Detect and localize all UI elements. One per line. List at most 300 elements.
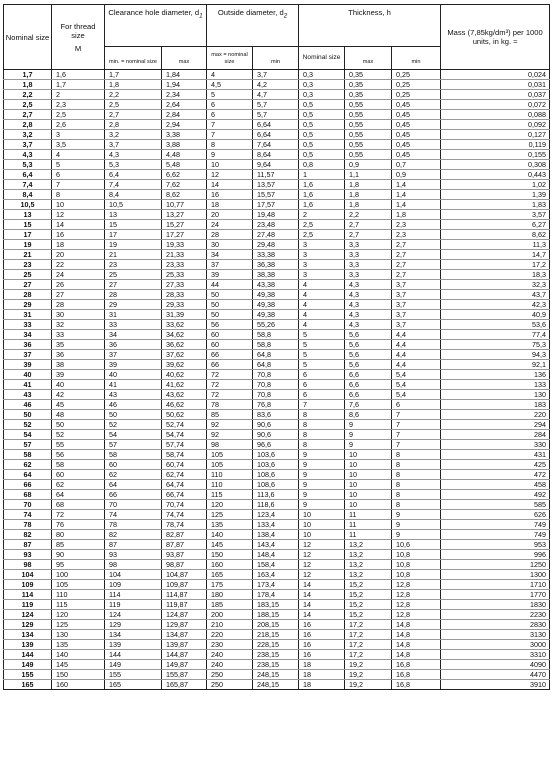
- cell-clearance-max: 28,33: [162, 290, 207, 300]
- cell-thickness-max: 15,2: [345, 590, 392, 600]
- cell-thickness-max: 9: [345, 430, 392, 440]
- header-thickness-nominal: [299, 47, 345, 70]
- cell-thickness-min: 4,4: [392, 340, 441, 350]
- cell-mass: 0,127: [441, 130, 550, 140]
- cell-clearance-max: 104,87: [162, 570, 207, 580]
- cell-clearance-min: 21: [105, 250, 162, 260]
- cell-clearance-min: 43: [105, 390, 162, 400]
- cell-clearance-min: 78: [105, 520, 162, 530]
- table-row: [4, 640, 550, 650]
- cell-mass: 0,443: [441, 170, 550, 180]
- cell-nominal-size: 119: [4, 600, 52, 610]
- header-clearance-hole: [105, 5, 207, 47]
- cell-clearance-max: 5,48: [162, 160, 207, 170]
- cell-thread-size: 115: [52, 600, 105, 610]
- cell-outside-min: 17,57: [253, 200, 299, 210]
- cell-thread-size: 6: [52, 170, 105, 180]
- cell-nominal-size: 13: [4, 210, 52, 220]
- cell-clearance-min: 54: [105, 430, 162, 440]
- cell-thickness-nominal: 16: [299, 620, 345, 630]
- cell-nominal-size: 2,7: [4, 110, 52, 120]
- cell-thickness-max: 5,6: [345, 330, 392, 340]
- cell-outside-min: 19,48: [253, 210, 299, 220]
- cell-nominal-size: 124: [4, 610, 52, 620]
- table-row: [4, 100, 550, 110]
- cell-clearance-max: 33,62: [162, 320, 207, 330]
- cell-outside-min: 123,4: [253, 510, 299, 520]
- cell-thickness-max: 17,2: [345, 630, 392, 640]
- cell-nominal-size: 129: [4, 620, 52, 630]
- cell-thread-size: 12: [52, 210, 105, 220]
- cell-outside-min: 108,6: [253, 480, 299, 490]
- cell-nominal-size: 31: [4, 310, 52, 320]
- cell-thread-size: 24: [52, 270, 105, 280]
- cell-clearance-max: 2,34: [162, 90, 207, 100]
- cell-clearance-min: 2,8: [105, 120, 162, 130]
- cell-nominal-size: 36: [4, 340, 52, 350]
- cell-clearance-max: 70,74: [162, 500, 207, 510]
- header-thickness: Thickness, h: [299, 5, 441, 47]
- cell-thickness-max: 8,6: [345, 410, 392, 420]
- cell-mass: 0,072: [441, 100, 550, 110]
- cell-clearance-min: 25: [105, 270, 162, 280]
- cell-mass: 92,1: [441, 360, 550, 370]
- cell-nominal-size: 2,8: [4, 120, 52, 130]
- cell-thickness-nominal: 3: [299, 240, 345, 250]
- cell-thickness-nominal: 8: [299, 430, 345, 440]
- cell-outside-min: 58,8: [253, 340, 299, 350]
- cell-thickness-min: 7: [392, 440, 441, 450]
- cell-clearance-max: 3,88: [162, 140, 207, 150]
- cell-nominal-size: 37: [4, 350, 52, 360]
- cell-nominal-size: 50: [4, 410, 52, 420]
- cell-clearance-min: 66: [105, 490, 162, 500]
- header-thread-size: [52, 5, 105, 70]
- cell-thread-size: 10: [52, 200, 105, 210]
- cell-mass: 43,7: [441, 290, 550, 300]
- cell-thickness-nominal: 0,5: [299, 100, 345, 110]
- cell-outside-min: 173,4: [253, 580, 299, 590]
- cell-mass: 136: [441, 370, 550, 380]
- cell-outside-min: 23,48: [253, 220, 299, 230]
- cell-mass: 0,119: [441, 140, 550, 150]
- cell-thread-size: 28: [52, 300, 105, 310]
- table-row: [4, 220, 550, 230]
- table-row: [4, 470, 550, 480]
- cell-nominal-size: 19: [4, 240, 52, 250]
- cell-thread-size: 4: [52, 150, 105, 160]
- cell-thickness-min: 5,4: [392, 380, 441, 390]
- cell-thread-size: 62: [52, 480, 105, 490]
- cell-thread-size: 150: [52, 670, 105, 680]
- cell-thickness-nominal: 2: [299, 210, 345, 220]
- cell-outside-max: 12: [207, 170, 253, 180]
- cell-outside-max: 66: [207, 360, 253, 370]
- cell-outside-min: 148,4: [253, 550, 299, 560]
- cell-thickness-max: 1,8: [345, 180, 392, 190]
- cell-thickness-nominal: 14: [299, 590, 345, 600]
- table-row: [4, 130, 550, 140]
- cell-mass: 40,9: [441, 310, 550, 320]
- table-row: [4, 350, 550, 360]
- cell-clearance-max: 43,62: [162, 390, 207, 400]
- cell-mass: 0,155: [441, 150, 550, 160]
- table-row: [4, 540, 550, 550]
- cell-thickness-min: 4,4: [392, 350, 441, 360]
- cell-outside-max: 24: [207, 220, 253, 230]
- cell-thickness-max: 10: [345, 490, 392, 500]
- cell-outside-min: 64,8: [253, 350, 299, 360]
- cell-clearance-min: 39: [105, 360, 162, 370]
- cell-clearance-min: 2,7: [105, 110, 162, 120]
- cell-thickness-max: 0,55: [345, 120, 392, 130]
- table-row: [4, 580, 550, 590]
- cell-outside-min: 118,6: [253, 500, 299, 510]
- table-row: [4, 170, 550, 180]
- cell-mass: 77,4: [441, 330, 550, 340]
- cell-clearance-min: 3,7: [105, 140, 162, 150]
- cell-mass: 472: [441, 470, 550, 480]
- cell-thread-size: 100: [52, 570, 105, 580]
- cell-nominal-size: 78: [4, 520, 52, 530]
- cell-thickness-min: 0,25: [392, 70, 441, 80]
- cell-outside-max: 18: [207, 200, 253, 210]
- cell-outside-min: 13,57: [253, 180, 299, 190]
- cell-thickness-nominal: 3: [299, 260, 345, 270]
- cell-thickness-nominal: 0,3: [299, 90, 345, 100]
- table-row: [4, 400, 550, 410]
- cell-outside-min: 178,4: [253, 590, 299, 600]
- header-outside-subscript: 2: [283, 12, 288, 20]
- cell-nominal-size: 5,3: [4, 160, 52, 170]
- cell-thickness-max: 4,3: [345, 280, 392, 290]
- cell-clearance-min: 58: [105, 450, 162, 460]
- cell-mass: 0,088: [441, 110, 550, 120]
- table-row: [4, 550, 550, 560]
- cell-outside-max: 72: [207, 370, 253, 380]
- cell-thickness-nominal: 8: [299, 440, 345, 450]
- cell-clearance-max: 2,64: [162, 100, 207, 110]
- cell-nominal-size: 66: [4, 480, 52, 490]
- cell-clearance-min: 33: [105, 320, 162, 330]
- cell-thickness-min: 10,8: [392, 560, 441, 570]
- table-row: [4, 390, 550, 400]
- cell-clearance-min: 134: [105, 630, 162, 640]
- cell-outside-max: 250: [207, 680, 253, 690]
- table-row: [4, 330, 550, 340]
- cell-thickness-max: 11: [345, 530, 392, 540]
- cell-outside-max: 85: [207, 410, 253, 420]
- header-thread-size-label: For thread size: [60, 21, 96, 40]
- cell-outside-max: 175: [207, 580, 253, 590]
- cell-outside-max: 10: [207, 160, 253, 170]
- cell-clearance-min: 60: [105, 460, 162, 470]
- cell-thickness-nominal: 14: [299, 600, 345, 610]
- cell-outside-min: 11,57: [253, 170, 299, 180]
- header-outside-diameter: [207, 5, 299, 47]
- header-clearance-min: [105, 47, 162, 70]
- cell-outside-max: 4,5: [207, 80, 253, 90]
- cell-mass: 17,2: [441, 260, 550, 270]
- cell-nominal-size: 54: [4, 430, 52, 440]
- cell-thickness-nominal: 16: [299, 650, 345, 660]
- cell-thickness-nominal: 16: [299, 630, 345, 640]
- cell-thread-size: 68: [52, 500, 105, 510]
- cell-outside-min: 3,7: [253, 70, 299, 80]
- cell-outside-max: 120: [207, 500, 253, 510]
- cell-outside-min: 5,7: [253, 110, 299, 120]
- cell-outside-min: 4,7: [253, 90, 299, 100]
- cell-thickness-nominal: 5: [299, 330, 345, 340]
- cell-thickness-nominal: 9: [299, 460, 345, 470]
- cell-thread-size: 40: [52, 380, 105, 390]
- cell-thickness-nominal: 7: [299, 400, 345, 410]
- header-outside-max-label: max = nominal size: [211, 52, 248, 65]
- cell-thickness-nominal: 0,8: [299, 160, 345, 170]
- cell-nominal-size: 104: [4, 570, 52, 580]
- cell-outside-max: 125: [207, 510, 253, 520]
- cell-clearance-max: 41,62: [162, 380, 207, 390]
- cell-outside-max: 240: [207, 650, 253, 660]
- cell-mass: 458: [441, 480, 550, 490]
- cell-thickness-nominal: 6: [299, 370, 345, 380]
- cell-clearance-min: 129: [105, 620, 162, 630]
- cell-thread-size: 20: [52, 250, 105, 260]
- cell-mass: 431: [441, 450, 550, 460]
- cell-thickness-min: 0,25: [392, 90, 441, 100]
- cell-thickness-min: 2,7: [392, 260, 441, 270]
- cell-clearance-max: 36,62: [162, 340, 207, 350]
- cell-thickness-max: 3,3: [345, 250, 392, 260]
- cell-nominal-size: 155: [4, 670, 52, 680]
- cell-thickness-nominal: 0,3: [299, 80, 345, 90]
- cell-clearance-min: 3,2: [105, 130, 162, 140]
- cell-mass: 3910: [441, 680, 550, 690]
- cell-thickness-max: 6,6: [345, 370, 392, 380]
- cell-thread-size: 22: [52, 260, 105, 270]
- cell-thickness-min: 9: [392, 530, 441, 540]
- table-row: [4, 590, 550, 600]
- cell-outside-min: 58,8: [253, 330, 299, 340]
- cell-nominal-size: 109: [4, 580, 52, 590]
- cell-clearance-min: 29: [105, 300, 162, 310]
- table-row: [4, 530, 550, 540]
- cell-thickness-min: 7: [392, 420, 441, 430]
- cell-thickness-nominal: 18: [299, 660, 345, 670]
- cell-outside-max: 140: [207, 530, 253, 540]
- cell-mass: 294: [441, 420, 550, 430]
- cell-thickness-min: 2,3: [392, 220, 441, 230]
- cell-nominal-size: 74: [4, 510, 52, 520]
- cell-thread-size: 140: [52, 650, 105, 660]
- cell-clearance-max: 54,74: [162, 430, 207, 440]
- cell-clearance-min: 139: [105, 640, 162, 650]
- cell-thickness-max: 15,2: [345, 610, 392, 620]
- cell-mass: 75,3: [441, 340, 550, 350]
- table-row: [4, 280, 550, 290]
- cell-clearance-max: 29,33: [162, 300, 207, 310]
- cell-outside-max: 8: [207, 140, 253, 150]
- cell-thickness-min: 4,4: [392, 330, 441, 340]
- cell-thickness-min: 14,8: [392, 620, 441, 630]
- cell-outside-min: 43,38: [253, 280, 299, 290]
- cell-outside-min: 83,6: [253, 410, 299, 420]
- table-row: [4, 490, 550, 500]
- cell-mass: 492: [441, 490, 550, 500]
- cell-thickness-max: 17,2: [345, 640, 392, 650]
- table-row: [4, 260, 550, 270]
- cell-thickness-min: 1,4: [392, 200, 441, 210]
- cell-clearance-min: 124: [105, 610, 162, 620]
- cell-nominal-size: 2,5: [4, 100, 52, 110]
- cell-clearance-min: 41: [105, 380, 162, 390]
- cell-thickness-max: 5,6: [345, 340, 392, 350]
- cell-outside-max: 150: [207, 550, 253, 560]
- cell-thickness-nominal: 12: [299, 570, 345, 580]
- cell-outside-max: 110: [207, 480, 253, 490]
- table-row: [4, 570, 550, 580]
- cell-outside-min: 49,38: [253, 300, 299, 310]
- cell-clearance-max: 19,33: [162, 240, 207, 250]
- cell-thread-size: 52: [52, 430, 105, 440]
- cell-thickness-max: 3,3: [345, 240, 392, 250]
- cell-clearance-min: 165: [105, 680, 162, 690]
- cell-thickness-max: 10: [345, 470, 392, 480]
- header-outside-max: [207, 47, 253, 70]
- cell-outside-min: 103,6: [253, 450, 299, 460]
- cell-thread-size: 33: [52, 330, 105, 340]
- header-thickness-min: min: [392, 47, 441, 70]
- table-row: [4, 600, 550, 610]
- cell-outside-min: 5,7: [253, 100, 299, 110]
- cell-clearance-min: 119: [105, 600, 162, 610]
- cell-clearance-max: 13,27: [162, 210, 207, 220]
- cell-outside-max: 165: [207, 570, 253, 580]
- cell-thread-size: 3: [52, 130, 105, 140]
- cell-outside-max: 34: [207, 250, 253, 260]
- cell-outside-min: 6,64: [253, 130, 299, 140]
- cell-outside-min: 108,6: [253, 470, 299, 480]
- cell-clearance-max: 50,62: [162, 410, 207, 420]
- cell-mass: 3310: [441, 650, 550, 660]
- cell-thickness-min: 0,7: [392, 160, 441, 170]
- table-row: [4, 480, 550, 490]
- table-row: [4, 190, 550, 200]
- cell-clearance-max: 37,62: [162, 350, 207, 360]
- cell-clearance-max: 64,74: [162, 480, 207, 490]
- cell-nominal-size: 8,4: [4, 190, 52, 200]
- cell-thread-size: 95: [52, 560, 105, 570]
- cell-outside-max: 37: [207, 260, 253, 270]
- cell-outside-max: 230: [207, 640, 253, 650]
- cell-outside-max: 145: [207, 540, 253, 550]
- cell-outside-max: 30: [207, 240, 253, 250]
- cell-nominal-size: 23: [4, 260, 52, 270]
- cell-clearance-max: 87,87: [162, 540, 207, 550]
- cell-outside-min: 103,6: [253, 460, 299, 470]
- table-row: [4, 500, 550, 510]
- cell-mass: 94,3: [441, 350, 550, 360]
- cell-mass: 0,308: [441, 160, 550, 170]
- cell-nominal-size: 1,8: [4, 80, 52, 90]
- cell-thickness-max: 3,3: [345, 270, 392, 280]
- cell-mass: 32,3: [441, 280, 550, 290]
- cell-thickness-max: 13,2: [345, 550, 392, 560]
- cell-clearance-max: 62,74: [162, 470, 207, 480]
- cell-thickness-min: 2,7: [392, 240, 441, 250]
- cell-clearance-min: 144: [105, 650, 162, 660]
- table-row: [4, 380, 550, 390]
- cell-nominal-size: 15: [4, 220, 52, 230]
- cell-thickness-max: 0,55: [345, 150, 392, 160]
- cell-thickness-max: 5,6: [345, 360, 392, 370]
- cell-clearance-min: 36: [105, 340, 162, 350]
- cell-clearance-max: 124,87: [162, 610, 207, 620]
- cell-outside-max: 92: [207, 420, 253, 430]
- cell-thickness-nominal: 1,6: [299, 200, 345, 210]
- cell-thickness-max: 17,2: [345, 620, 392, 630]
- cell-mass: 220: [441, 410, 550, 420]
- cell-outside-max: 105: [207, 460, 253, 470]
- cell-thickness-min: 0,25: [392, 80, 441, 90]
- cell-thickness-min: 2,7: [392, 250, 441, 260]
- cell-thickness-max: 0,35: [345, 70, 392, 80]
- cell-clearance-min: 34: [105, 330, 162, 340]
- cell-outside-min: 70,8: [253, 390, 299, 400]
- cell-thickness-max: 10: [345, 460, 392, 470]
- cell-outside-max: 105: [207, 450, 253, 460]
- cell-outside-max: 16: [207, 190, 253, 200]
- cell-mass: 1,02: [441, 180, 550, 190]
- cell-thickness-nominal: 0,5: [299, 120, 345, 130]
- cell-clearance-max: 149,87: [162, 660, 207, 670]
- cell-thickness-max: 17,2: [345, 650, 392, 660]
- table-row: [4, 460, 550, 470]
- cell-clearance-min: 17: [105, 230, 162, 240]
- table-row: [4, 180, 550, 190]
- cell-thread-size: 85: [52, 540, 105, 550]
- cell-clearance-max: 10,77: [162, 200, 207, 210]
- cell-thread-size: 125: [52, 620, 105, 630]
- cell-outside-min: 6,64: [253, 120, 299, 130]
- cell-mass: 749: [441, 520, 550, 530]
- cell-mass: 749: [441, 530, 550, 540]
- cell-nominal-size: 165: [4, 680, 52, 690]
- cell-thickness-min: 8: [392, 490, 441, 500]
- cell-nominal-size: 28: [4, 290, 52, 300]
- cell-thickness-min: 2,7: [392, 270, 441, 280]
- cell-mass: 4470: [441, 670, 550, 680]
- cell-outside-max: 4: [207, 70, 253, 80]
- table-row: [4, 300, 550, 310]
- cell-mass: 14,7: [441, 250, 550, 260]
- cell-outside-min: 96,6: [253, 440, 299, 450]
- cell-thickness-max: 10: [345, 500, 392, 510]
- cell-thread-size: 56: [52, 450, 105, 460]
- table-row: [4, 650, 550, 660]
- cell-thread-size: 45: [52, 400, 105, 410]
- cell-outside-max: 5: [207, 90, 253, 100]
- cell-thickness-nominal: 3: [299, 270, 345, 280]
- cell-clearance-min: 23: [105, 260, 162, 270]
- cell-thickness-nominal: 0,5: [299, 130, 345, 140]
- cell-mass: 4090: [441, 660, 550, 670]
- cell-thickness-nominal: 6: [299, 390, 345, 400]
- cell-outside-max: 110: [207, 470, 253, 480]
- cell-clearance-min: 52: [105, 420, 162, 430]
- cell-mass: 3000: [441, 640, 550, 650]
- table-row: [4, 430, 550, 440]
